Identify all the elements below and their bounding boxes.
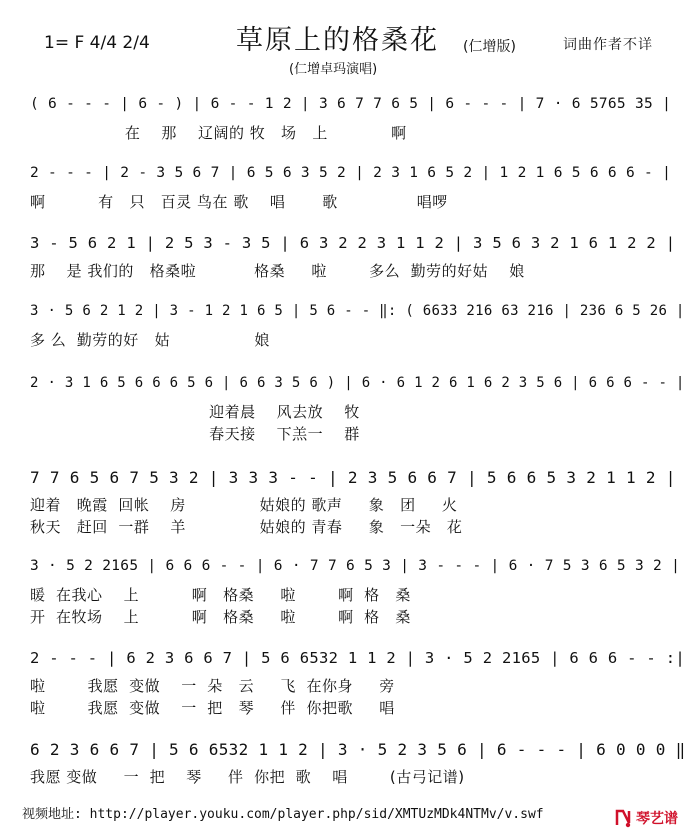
video-label: 视频地址: (22, 807, 82, 822)
notation-line: ( 6 - - - | 6 - ) | 6 - - 1 2 | 3 6 7 7 6 5 | 6 - - - | 7 · 6 5765 35 | (30, 96, 672, 112)
lyrics-line: 那 是 我们的 格桑啦 格桑 啦 多么 勤劳的好姑 娘 (30, 262, 525, 280)
notation-line: 2 · 3 1 6 5 6 6 6 5 6 | 6 6 3 5 6 ) | 6 · 6 1 2 6 1 6 2 3 5 6 | 6 6 6 - - | (30, 375, 685, 391)
lyrics-line: 秋天 赶回 一群 羊 姑娘的 青春 象 一朵 花 (30, 518, 463, 536)
lyrics-line: 我愿 变做 一 把 琴 伴 你把 歌 唱 (古弓记谱) (30, 768, 465, 786)
edition-label: (仁增版) (463, 39, 516, 55)
lyrics-line: 多 么 勤劳的好 姑 娘 (30, 331, 270, 349)
lyrics-line: 春天接 下羔一 群 (30, 425, 360, 443)
notation-line: 2 - - - | 6 2 3 6 6 7 | 5 6 6532 1 1 2 | 3 · 5 2 2165 | 6 6 6 - - :| (30, 649, 685, 667)
lyrics-line: 暖 在我心 上 啊 格桑 啦 啊 格 桑 (30, 586, 411, 604)
notation-line: 3 - 5 6 2 1 | 2 5 3 - 3 5 | 6 3 2 2 3 1 1 2 | 3 5 6 3 2 1 6 1 2 2 | (30, 234, 676, 252)
site-logo[interactable] (614, 806, 690, 830)
notation-line: 7 7 6 5 6 7 5 3 2 | 3 3 3 - - | 2 3 5 6 6 7 | 5 6 6 5 3 2 1 1 2 | (30, 468, 676, 487)
lyrics-line: 迎着 晚霞 回帐 房 姑娘的 歌声 象 团 火 (30, 496, 458, 514)
lyrics-line: 啦 我愿 变做 一 把 琴 伴 你把歌 唱 (30, 699, 395, 717)
lyrics-line: 啦 我愿 变做 一 朵 云 飞 在你身 旁 (30, 677, 395, 695)
logo-text: 琴艺谱 (636, 811, 678, 827)
video-url-link[interactable]: http://player.youku.com/player.php/sid/XMTUzMDk4NTMv/v.swf (89, 807, 544, 822)
lyrics-line: 在 那 辽阔的 牧 场 上 啊 (30, 124, 407, 142)
singer-label: (仁增卓玛演唱) (289, 62, 378, 77)
logo-mark-icon (614, 807, 634, 829)
notation-line: 3 · 5 6 2 1 2 | 3 - 1 2 1 6 5 | 5 6 - - ‖: ( 6633 216 63 216 | 236 6 5 26 | (30, 303, 685, 319)
notation-line: 2 - - - | 2 - 3 5 6 7 | 6 5 6 3 5 2 | 2 3 1 6 5 2 | 1 2 1 6 5 6 6 6 - | (30, 165, 672, 181)
song-title: 草原上的格桑花 (236, 25, 439, 56)
video-address[interactable] (22, 803, 544, 822)
notation-line: 6 2 3 6 6 7 | 5 6 6532 1 1 2 | 3 · 5 2 3 5 6 | 6 - - - | 6 0 0 0 ‖ (30, 740, 686, 759)
author-label: 词曲作者不详 (563, 37, 653, 53)
lyrics-line: 迎着晨 风去放 牧 (30, 403, 360, 421)
key-signature: 1= F 4/4 2/4 (44, 33, 150, 53)
notation-line: 3 · 5 2 2165 | 6 6 6 - - | 6 · 7 7 6 5 3 | 3 - - - | 6 · 7 5 3 6 5 3 2 | (30, 558, 681, 574)
lyrics-line: 啊 有 只 百灵 鸟在 歌 唱 歌 唱啰 (30, 193, 448, 211)
lyrics-line: 开 在牧场 上 啊 格桑 啦 啊 格 桑 (30, 608, 411, 626)
